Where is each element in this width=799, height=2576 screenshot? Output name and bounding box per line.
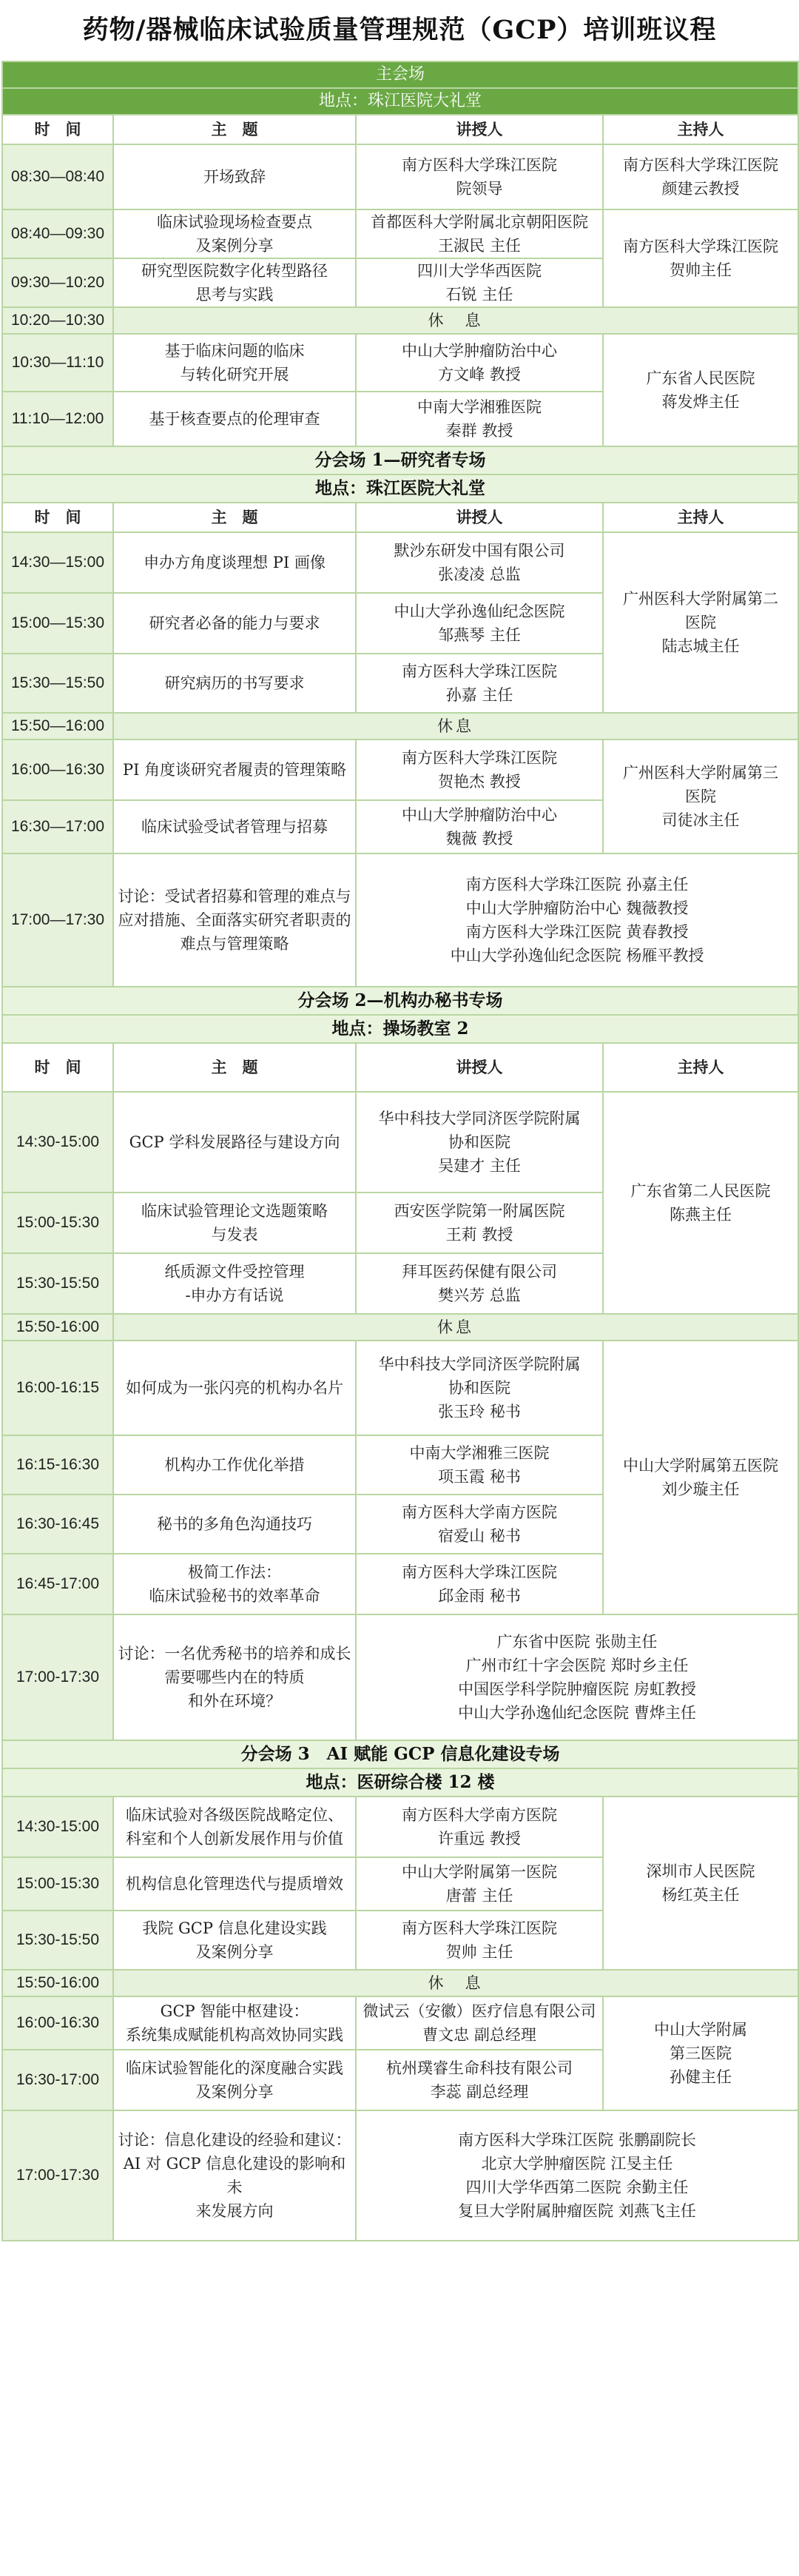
host-line: 陆志城主任 (661, 637, 740, 655)
topic-line: 临床试验受试者管理与招募 (141, 818, 328, 836)
speaker-line: 张玉玲 秘书 (438, 1403, 521, 1421)
speaker-line: 南方医科大学珠江医院 孙嘉主任 (465, 876, 689, 893)
column-topic: 主 题 (113, 503, 356, 532)
topic-line: 研究型医院数字化转型路径 (141, 262, 328, 280)
time-cell: 15:30-15:50 (2, 1253, 113, 1314)
speaker-line: 中南大学湘雅医院 (417, 398, 542, 416)
speaker-cell (356, 144, 603, 209)
topic-line: GCP 学科发展路径与建设方向 (129, 1133, 340, 1151)
topic-line: 来发展方向 (195, 2202, 274, 2220)
column-time: 时 间 (2, 115, 113, 144)
speaker-cell (356, 209, 603, 258)
time-cell: 15:00-15:30 (2, 1857, 113, 1911)
speaker-line: 孙嘉 主任 (445, 686, 513, 704)
topic-cell (113, 1193, 356, 1253)
section-header (2, 61, 798, 88)
speaker-line: 吴建才 主任 (438, 1157, 521, 1175)
host-line: 广东省第二人民医院 (630, 1182, 771, 1200)
topic-line: 纸质源文件受控管理 (164, 1263, 305, 1281)
time-cell: 16:30-17:00 (2, 2050, 113, 2110)
speaker-cell (356, 1797, 603, 1857)
column-host: 主持人 (603, 1043, 798, 1092)
topic-line: 应对措施、全面落实研究者职责的 (118, 911, 351, 929)
column-host: 主持人 (603, 115, 798, 144)
host-line: 广州医科大学附属第三 (623, 764, 778, 782)
column-header-row (2, 1043, 798, 1092)
host-cell (603, 209, 798, 307)
topic-cell (113, 1614, 356, 1740)
column-time: 时 间 (2, 503, 113, 532)
section-title: 分会场 1—研究者专场 (2, 446, 798, 474)
agenda-row (2, 1341, 798, 1435)
topic-cell (113, 1341, 356, 1435)
topic-line: 及案例分享 (195, 237, 274, 255)
speaker-line: 拜耳医药保健有限公司 (402, 1263, 557, 1281)
section-location-text: 地点：医研综合楼 12 楼 (2, 1768, 798, 1797)
topic-line: 讨论：信息化建设的经验和建议： (118, 2131, 351, 2149)
agenda-table (1, 61, 799, 2241)
topic-line: AI 对 GCP 信息化建设的影响和未 (123, 2155, 346, 2196)
topic-line: GCP 智能中枢建设： (160, 2002, 309, 2020)
speaker-line: 首都医科大学附属北京朝阳医院 (371, 213, 588, 231)
speaker-line: 贺艳杰 教授 (438, 773, 521, 791)
speaker-line: 唐蕾 主任 (445, 1887, 513, 1905)
topic-line: 临床试验管理论文选题策略 (141, 1202, 328, 1220)
section-header (2, 987, 798, 1015)
topic-line: 基于核查要点的伦理审查 (149, 410, 320, 428)
topic-cell (113, 1554, 356, 1614)
topic-line: 我院 GCP 信息化建设实践 (142, 1919, 327, 1937)
host-line: 孙健主任 (670, 2068, 732, 2086)
speaker-cell (356, 1554, 603, 1614)
speaker-line: 院领导 (456, 180, 503, 198)
time-cell: 15:00—15:30 (2, 593, 113, 654)
section-title: 主会场 (2, 61, 798, 88)
host-line: 陈燕主任 (670, 1206, 732, 1224)
agenda-row (2, 1314, 798, 1341)
topic-line: 申办方角度谈理想 PI 画像 (144, 554, 326, 571)
speaker-cell (356, 1911, 603, 1970)
speaker-cell (356, 1435, 603, 1495)
speaker-cell (356, 1857, 603, 1911)
speaker-line: 中山大学孙逸仙纪念医院 曹烨主任 (458, 1704, 696, 1722)
speaker-cell (356, 593, 603, 654)
page-title: 药物/器械临床试验质量管理规范（GCP）培训班议程 (82, 15, 717, 45)
time-cell: 14:30-15:00 (2, 1797, 113, 1857)
speaker-line: 北京大学肿瘤医院 江旻主任 (481, 2155, 673, 2173)
speaker-cell (356, 1253, 603, 1314)
topic-line: 和外在环境？ (188, 1692, 281, 1710)
column-header-row (2, 115, 798, 144)
break-cell: 休 息 (113, 1970, 798, 1996)
section-location-text: 地点：珠江医院大礼堂 (2, 88, 798, 115)
time-cell: 14:30—15:00 (2, 532, 113, 593)
speaker-line: 南方医科大学珠江医院 张鹏副院长 (458, 2131, 696, 2149)
speaker-line: 秦群 教授 (445, 422, 513, 440)
host-line: 贺帅主任 (670, 261, 732, 279)
speaker-line: 中南大学湘雅三医院 (409, 1444, 550, 1462)
speaker-cell (356, 1495, 603, 1554)
break-cell: 休 息 (113, 307, 798, 334)
speaker-line: 项玉霞 秘书 (438, 1468, 521, 1486)
speaker-line: 华中科技大学同济医学院附属 (378, 1110, 581, 1127)
speaker-cell (356, 258, 603, 307)
agenda-row (2, 739, 798, 800)
speaker-line: 王淑民 主任 (438, 237, 521, 255)
speaker-line: 李蕊 副总经理 (430, 2083, 529, 2101)
speaker-cell (356, 2050, 603, 2110)
topic-cell (113, 1435, 356, 1495)
speaker-line: 樊兴芳 总监 (438, 1287, 521, 1304)
agenda-row (2, 1092, 798, 1193)
speaker-cell (356, 1193, 603, 1253)
speaker-line: 南方医科大学珠江医院 (402, 1919, 557, 1937)
speaker-line: 协和医院 (448, 1133, 510, 1151)
host-line: 广东省人民医院 (646, 369, 755, 387)
speaker-line: 中山大学孙逸仙纪念医院 杨雁平教授 (450, 947, 704, 965)
topic-cell (113, 334, 356, 392)
speaker-cell (356, 853, 798, 987)
topic-line: 临床试验智能化的深度融合实践 (126, 2059, 343, 2077)
host-line: 医院 (685, 614, 716, 631)
time-cell: 11:10—12:00 (2, 392, 113, 446)
host-line: 医院 (685, 788, 716, 805)
time-cell: 16:30-16:45 (2, 1495, 113, 1554)
host-cell (603, 1092, 798, 1314)
agenda-row (2, 713, 798, 739)
host-cell (603, 334, 798, 446)
column-host: 主持人 (603, 503, 798, 532)
agenda-row (2, 2110, 798, 2241)
host-line: 第三医院 (670, 2045, 732, 2062)
time-cell: 16:15-16:30 (2, 1435, 113, 1495)
column-speaker: 讲授人 (356, 1043, 603, 1092)
speaker-line: 王莉 教授 (445, 1226, 513, 1244)
speaker-line: 南方医科大学珠江医院 (402, 749, 557, 767)
speaker-cell (356, 2110, 798, 2241)
topic-cell (113, 853, 356, 987)
time-cell: 15:50-16:00 (2, 1970, 113, 1996)
section-title: 分会场 3 AI 赋能 GCP 信息化建设专场 (2, 1740, 798, 1768)
speaker-cell (356, 1341, 603, 1435)
topic-line: 极简工作法： (188, 1563, 281, 1581)
speaker-cell (356, 392, 603, 446)
topic-cell (113, 739, 356, 800)
time-cell: 15:30-15:50 (2, 1911, 113, 1970)
topic-line: 研究者必备的能力与要求 (149, 614, 320, 632)
agenda-row (2, 209, 798, 258)
column-speaker: 讲授人 (356, 115, 603, 144)
speaker-line: 中山大学孙逸仙纪念医院 (394, 603, 565, 620)
speaker-line: 石锐 主任 (445, 286, 513, 303)
topic-cell (113, 1996, 356, 2050)
agenda-row (2, 334, 798, 392)
topic-line: 及案例分享 (195, 2083, 274, 2101)
topic-line: 讨论：一名优秀秘书的培养和成长 (118, 1645, 351, 1663)
speaker-cell (356, 532, 603, 593)
time-cell: 16:00-16:15 (2, 1341, 113, 1435)
speaker-line: 中山大学肿瘤防治中心 魏薇教授 (465, 899, 689, 917)
speaker-cell (356, 1614, 798, 1740)
speaker-cell (356, 1092, 603, 1193)
time-cell: 10:20—10:30 (2, 307, 113, 334)
topic-cell (113, 209, 356, 258)
host-line: 南方医科大学珠江医院 (623, 156, 778, 174)
host-line: 司徒冰主任 (661, 811, 740, 829)
time-cell: 15:50-16:00 (2, 1314, 113, 1341)
speaker-cell (356, 334, 603, 392)
topic-cell (113, 1797, 356, 1857)
speaker-line: 邹燕琴 主任 (438, 626, 521, 644)
host-line: 杨红英主任 (661, 1886, 740, 1904)
speaker-line: 宿爱山 秘书 (438, 1527, 521, 1545)
topic-cell (113, 258, 356, 307)
speaker-cell (356, 654, 603, 713)
speaker-line: 四川大学华西第二医院 余勤主任 (465, 2178, 689, 2196)
topic-line: 科室和个人创新发展作用与价值 (126, 1830, 343, 1848)
topic-line: 及案例分享 (195, 1943, 274, 1961)
topic-cell (113, 1253, 356, 1314)
agenda-row (2, 1970, 798, 1996)
host-cell (603, 1341, 798, 1614)
agenda-row (2, 532, 798, 593)
break-cell: 休息 (113, 713, 798, 739)
section-header (2, 446, 798, 474)
speaker-line: 广东省中医院 张勋主任 (496, 1633, 658, 1651)
topic-line: 基于临床问题的临床 (164, 342, 305, 360)
time-cell: 16:30—17:00 (2, 800, 113, 853)
speaker-line: 协和医院 (448, 1379, 510, 1397)
topic-cell (113, 593, 356, 654)
speaker-line: 西安医学院第一附属医院 (394, 1202, 565, 1220)
speaker-cell (356, 800, 603, 853)
topic-cell (113, 1495, 356, 1554)
topic-cell (113, 1911, 356, 1970)
host-cell (603, 144, 798, 209)
topic-line: 系统集成赋能机构高效协同实践 (126, 2026, 343, 2044)
topic-cell (113, 1092, 356, 1193)
break-cell: 休息 (113, 1314, 798, 1341)
host-line: 中山大学附属 (654, 2021, 747, 2039)
speaker-line: 中国医学科学院肿瘤医院 房虹教授 (458, 1680, 696, 1698)
host-cell (603, 739, 798, 853)
agenda-row (2, 853, 798, 987)
topic-line: 临床试验秘书的效率革命 (149, 1587, 320, 1605)
time-cell: 08:40—09:30 (2, 209, 113, 258)
speaker-line: 曹文忠 副总经理 (422, 2026, 536, 2044)
topic-line: -申办方有话说 (185, 1287, 284, 1304)
time-cell: 15:00-15:30 (2, 1193, 113, 1253)
speaker-line: 广州市红十字会医院 郑时乡主任 (465, 1657, 689, 1674)
topic-line: 机构办工作优化举措 (164, 1456, 305, 1474)
agenda-row (2, 1797, 798, 1857)
host-line: 中山大学附属第五医院 (623, 1457, 778, 1475)
speaker-line: 四川大学华西医院 (417, 262, 542, 280)
time-cell: 08:30—08:40 (2, 144, 113, 209)
topic-line: 思考与实践 (195, 286, 274, 303)
time-cell: 15:30—15:50 (2, 654, 113, 713)
section-location (2, 1768, 798, 1797)
time-cell: 10:30—11:10 (2, 334, 113, 392)
speaker-cell (356, 739, 603, 800)
time-cell: 09:30—10:20 (2, 258, 113, 307)
speaker-line: 默沙东研发中国有限公司 (394, 542, 565, 560)
section-location-text: 地点：珠江医院大礼堂 (2, 474, 798, 503)
speaker-line: 南方医科大学珠江医院 (402, 1563, 557, 1581)
section-title: 分会场 2—机构办秘书专场 (2, 987, 798, 1015)
column-time: 时 间 (2, 1043, 113, 1092)
time-cell: 14:30-15:00 (2, 1092, 113, 1193)
speaker-line: 华中科技大学同济医学院附属 (378, 1355, 581, 1373)
host-cell (603, 1996, 798, 2110)
section-location-text: 地点：操场教室 2 (2, 1015, 798, 1043)
host-line: 蒋发烨主任 (661, 393, 740, 411)
speaker-line: 张凌凌 总监 (438, 566, 521, 583)
speaker-line: 南方医科大学珠江医院 (402, 663, 557, 680)
time-cell: 17:00-17:30 (2, 2110, 113, 2241)
topic-line: 秘书的多角色沟通技巧 (157, 1515, 312, 1533)
speaker-line: 中山大学附属第一医院 (402, 1863, 557, 1881)
time-cell: 16:00-16:30 (2, 1996, 113, 2050)
agenda-row (2, 144, 798, 209)
column-topic: 主 题 (113, 115, 356, 144)
topic-line: 临床试验对各级医院战略定位、 (126, 1806, 343, 1824)
agenda-row (2, 307, 798, 334)
speaker-line: 南方医科大学南方医院 (402, 1503, 557, 1521)
time-cell: 16:00—16:30 (2, 739, 113, 800)
host-line: 刘少璇主任 (661, 1480, 740, 1498)
topic-line: 与转化研究开展 (180, 366, 289, 383)
topic-line: 难点与管理策略 (180, 935, 289, 953)
speaker-line: 邱金雨 秘书 (438, 1587, 521, 1605)
section-location (2, 88, 798, 115)
section-header (2, 1740, 798, 1768)
section-location (2, 474, 798, 503)
speaker-line: 杭州璞睿生命科技有限公司 (386, 2059, 573, 2077)
host-line: 广州医科大学附属第二 (623, 590, 778, 608)
topic-line: 临床试验现场检查要点 (157, 213, 312, 231)
topic-line: PI 角度谈研究者履责的管理策略 (122, 761, 347, 779)
speaker-line: 中山大学肿瘤防治中心 (402, 806, 557, 824)
time-cell: 17:00—17:30 (2, 853, 113, 987)
agenda-row (2, 1996, 798, 2050)
topic-line: 研究病历的书写要求 (164, 674, 305, 692)
topic-cell (113, 654, 356, 713)
speaker-line: 许重远 教授 (438, 1830, 521, 1848)
topic-cell (113, 532, 356, 593)
section-location (2, 1015, 798, 1043)
speaker-line: 复旦大学附属肿瘤医院 刘燕飞主任 (458, 2202, 696, 2220)
topic-line: 开场致辞 (203, 168, 266, 186)
time-cell: 15:50—16:00 (2, 713, 113, 739)
topic-cell (113, 1857, 356, 1911)
topic-cell (113, 800, 356, 853)
topic-line: 机构信息化管理迭代与提质增效 (126, 1875, 343, 1893)
topic-line: 需要哪些内在的特质 (164, 1668, 305, 1686)
speaker-line: 中山大学肿瘤防治中心 (402, 342, 557, 360)
column-topic: 主 题 (113, 1043, 356, 1092)
speaker-line: 南方医科大学珠江医院 (402, 156, 557, 174)
topic-cell (113, 392, 356, 446)
host-line: 南方医科大学珠江医院 (623, 238, 778, 255)
topic-cell (113, 144, 356, 209)
speaker-line: 南方医科大学南方医院 (402, 1806, 557, 1824)
topic-cell (113, 2050, 356, 2110)
speaker-line: 方文峰 教授 (438, 366, 521, 383)
column-speaker: 讲授人 (356, 503, 603, 532)
topic-line: 与发表 (211, 1226, 258, 1244)
host-line: 颜建云教授 (661, 180, 740, 198)
speaker-line: 微试云（安徽）医疗信息有限公司 (363, 2002, 596, 2020)
agenda-row (2, 1614, 798, 1740)
host-cell (603, 532, 798, 713)
topic-line: 如何成为一张闪亮的机构办名片 (126, 1379, 343, 1397)
host-line: 深圳市人民医院 (646, 1862, 755, 1880)
host-cell (603, 1797, 798, 1970)
time-cell: 17:00-17:30 (2, 1614, 113, 1740)
speaker-line: 南方医科大学珠江医院 黄春教授 (465, 923, 689, 941)
topic-cell (113, 2110, 356, 2241)
column-header-row (2, 503, 798, 532)
time-cell: 16:45-17:00 (2, 1554, 113, 1614)
speaker-line: 魏薇 教授 (445, 830, 513, 848)
speaker-cell (356, 1996, 603, 2050)
speaker-line: 贺帅 主任 (445, 1943, 513, 1961)
topic-line: 讨论：受试者招募和管理的难点与 (118, 888, 351, 905)
